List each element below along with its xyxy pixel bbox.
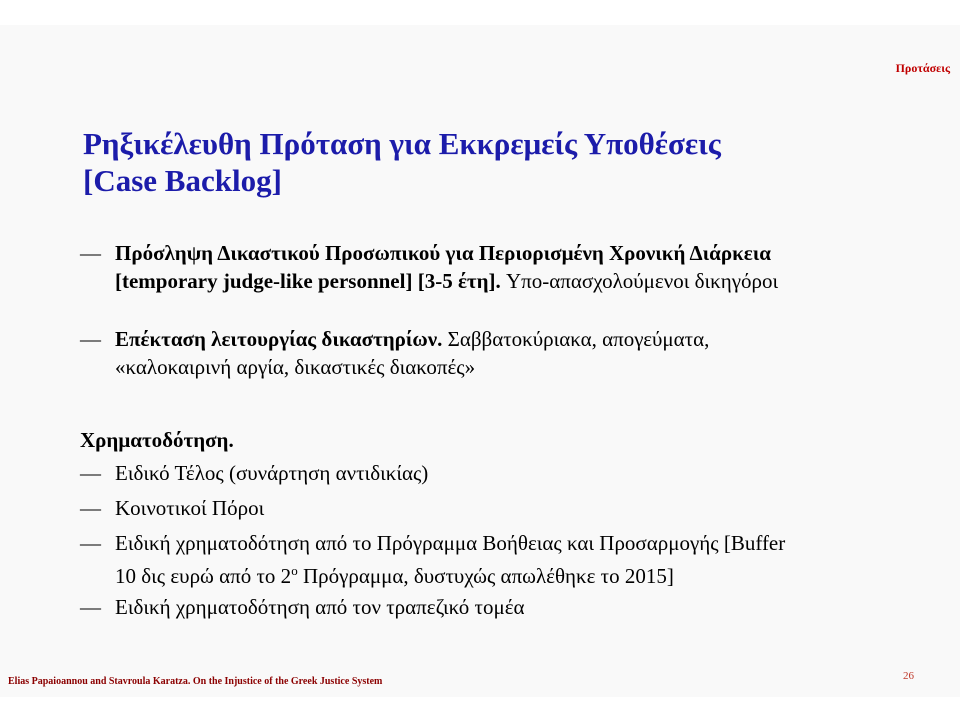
funding-heading: Χρηματοδότηση. xyxy=(80,428,234,452)
proposal-heading-cont: [temporary judge-like personnel] [3-5 έτη]. xyxy=(115,269,501,293)
funding-item-text-cont: Πρόγραμμα, δυστυχώς απωλέθηκε το 2015] xyxy=(297,564,674,588)
dash-bullet: — xyxy=(80,241,101,265)
funding-item-text-cont: 10 δις ευρώ από το 2 xyxy=(115,564,292,588)
funding-item-text: Κοινοτικοί Πόροι xyxy=(115,496,265,520)
proposal-heading: Επέκταση λειτουργίας δικαστηρίων. xyxy=(115,327,443,351)
title-line-2: [Case Backlog] xyxy=(83,163,282,198)
dash-bullet: — xyxy=(80,595,101,619)
list-item xyxy=(80,494,930,522)
list-item xyxy=(80,529,930,590)
slide-title xyxy=(83,125,903,199)
list-item xyxy=(80,593,930,621)
list-item xyxy=(80,239,930,295)
list-item xyxy=(80,325,930,381)
section-label: Προτάσεις xyxy=(895,61,950,75)
proposal-text-cont: «καλοκαιρινή αργία, δικαστικές διακοπές» xyxy=(115,355,476,379)
proposal-1 xyxy=(80,239,930,295)
proposal-text: Υπο-απασχολούμενοι δικηγόροι xyxy=(506,269,779,293)
dash-bullet: — xyxy=(80,531,101,555)
footer-credit: Elias Papaioannou and Stavroula Karatza. On the Injustice of the Greek Justice System xyxy=(8,676,383,687)
funding-item-text: Ειδική χρηματοδότηση από το Πρόγραμμα Βοήθειας και Προσαρμογής [Buffer xyxy=(115,531,786,555)
slide xyxy=(0,25,960,697)
proposal-heading: Πρόσληψη Δικαστικού Προσωπικού για Περιορισμένη Χρονική Διάρκεια xyxy=(115,241,771,265)
dash-bullet: — xyxy=(80,496,101,520)
title-line-1: Ρηξικέλευθη Πρόταση για Εκκρεμείς Υποθέσεις xyxy=(83,126,721,161)
funding-item-text: Ειδικό Τέλος (συνάρτηση αντιδικίας) xyxy=(115,461,429,485)
funding-section xyxy=(80,426,930,621)
funding-item-text: Ειδική χρηματοδότηση από τον τραπεζικό τομέα xyxy=(115,595,525,619)
dash-bullet: — xyxy=(80,327,101,351)
page-number: 26 xyxy=(903,670,914,682)
proposal-text: Σαββατοκύριακα, απογεύματα, xyxy=(447,327,710,351)
dash-bullet: — xyxy=(80,461,101,485)
list-item xyxy=(80,459,930,487)
ordinal-superscript: ο xyxy=(291,563,298,578)
proposal-2 xyxy=(80,325,930,381)
